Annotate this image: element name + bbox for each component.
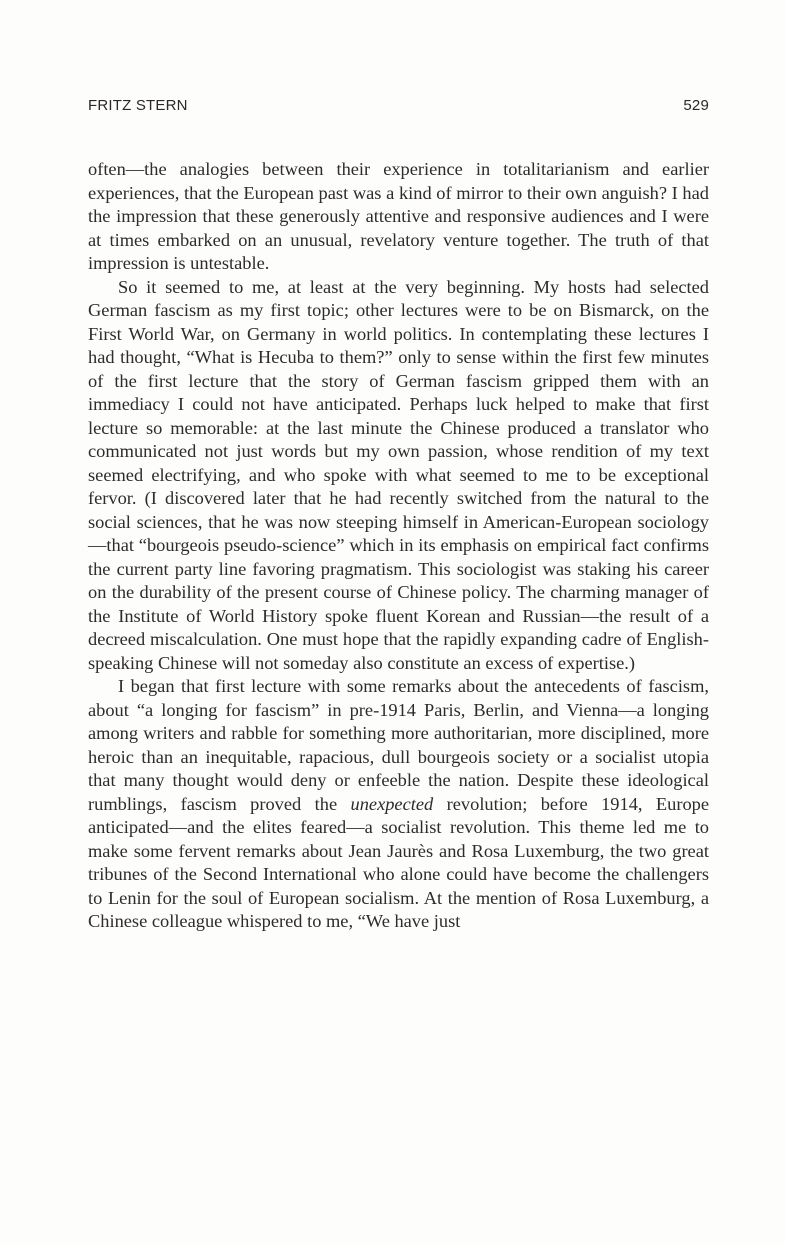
running-head-author: FRITZ STERN xyxy=(88,97,188,114)
paragraph-2: So it seemed to me, at least at the very beginning. My hosts had selected German fascism as my first topic; other lectures were to be on Bismarck, on the First World War, on Germany in world politics. In contemplating these lectures I had thought, “What is Hecuba to them?” only to sense within the first few minutes of the first lecture that the story of German fascism gripped them with an immediacy I could not have anticipated. Perhaps luck helped to make that first lecture so memorable: at the last minute the Chinese produced a translator who communicated not just words but my own passion, whose rendition of my text seemed electrifying, and who spoke with what seemed to me to be exceptional fervor. (I discovered later that he had recently switched from the natural to the social sciences, that he was now steeping himself in American-European sociology—that “bourgeois pseudo-science” which in its emphasis on empirical fact confirms the current party line favoring pragmatism. This sociologist was staking his career on the durability of the present course of Chinese policy. The charming manager of the Institute of World History spoke fluent Korean and Russian—the result of a decreed miscalculation. One must hope that the rapidly expanding cadre of English-speaking Chinese will not someday also constitute an excess of expertise.) xyxy=(88,276,709,673)
body-text xyxy=(88,158,709,934)
paragraph-1: often—the analogies between their experience in totalitarianism and earlier experiences, that the European past was a kind of mirror to their own anguish? I had the impression that these generously attentive and responsive audiences and I were at times embarked on an unusual, revelatory venture together. The truth of that impression is untestable. xyxy=(88,159,709,273)
paragraph-3-text-start: I began that first lecture with some remarks about the antecedents of fascism, about “a longing for fascism” in pre-1914 Paris, Berlin, and Vienna—a longing among writers and rabble for something more authoritarian, more disciplined, more heroic than an inequitable, rapacious, dull bourgeois society or a socialist utopia that many thought would deny or enfeeble the nation. Despite these ideological rumblings, fascism proved the xyxy=(88,676,709,814)
running-head xyxy=(88,97,709,117)
paragraph-3 xyxy=(88,675,709,934)
paragraph-3-text-end: revolution; before 1914, Europe anticipated—and the elites feared—a socialist revolution. This theme led me to make some fervent remarks about Jean Jaurès and Rosa Luxemburg, the two great tribunes of the Second International who alone could have become the challengers to Lenin for the soul of European socialism. At the mention of Rosa Luxemburg, a Chinese colleague whispered to me, “We have just xyxy=(88,793,709,931)
italic-emphasis: unexpected xyxy=(350,793,434,814)
page-number: 529 xyxy=(683,97,709,114)
